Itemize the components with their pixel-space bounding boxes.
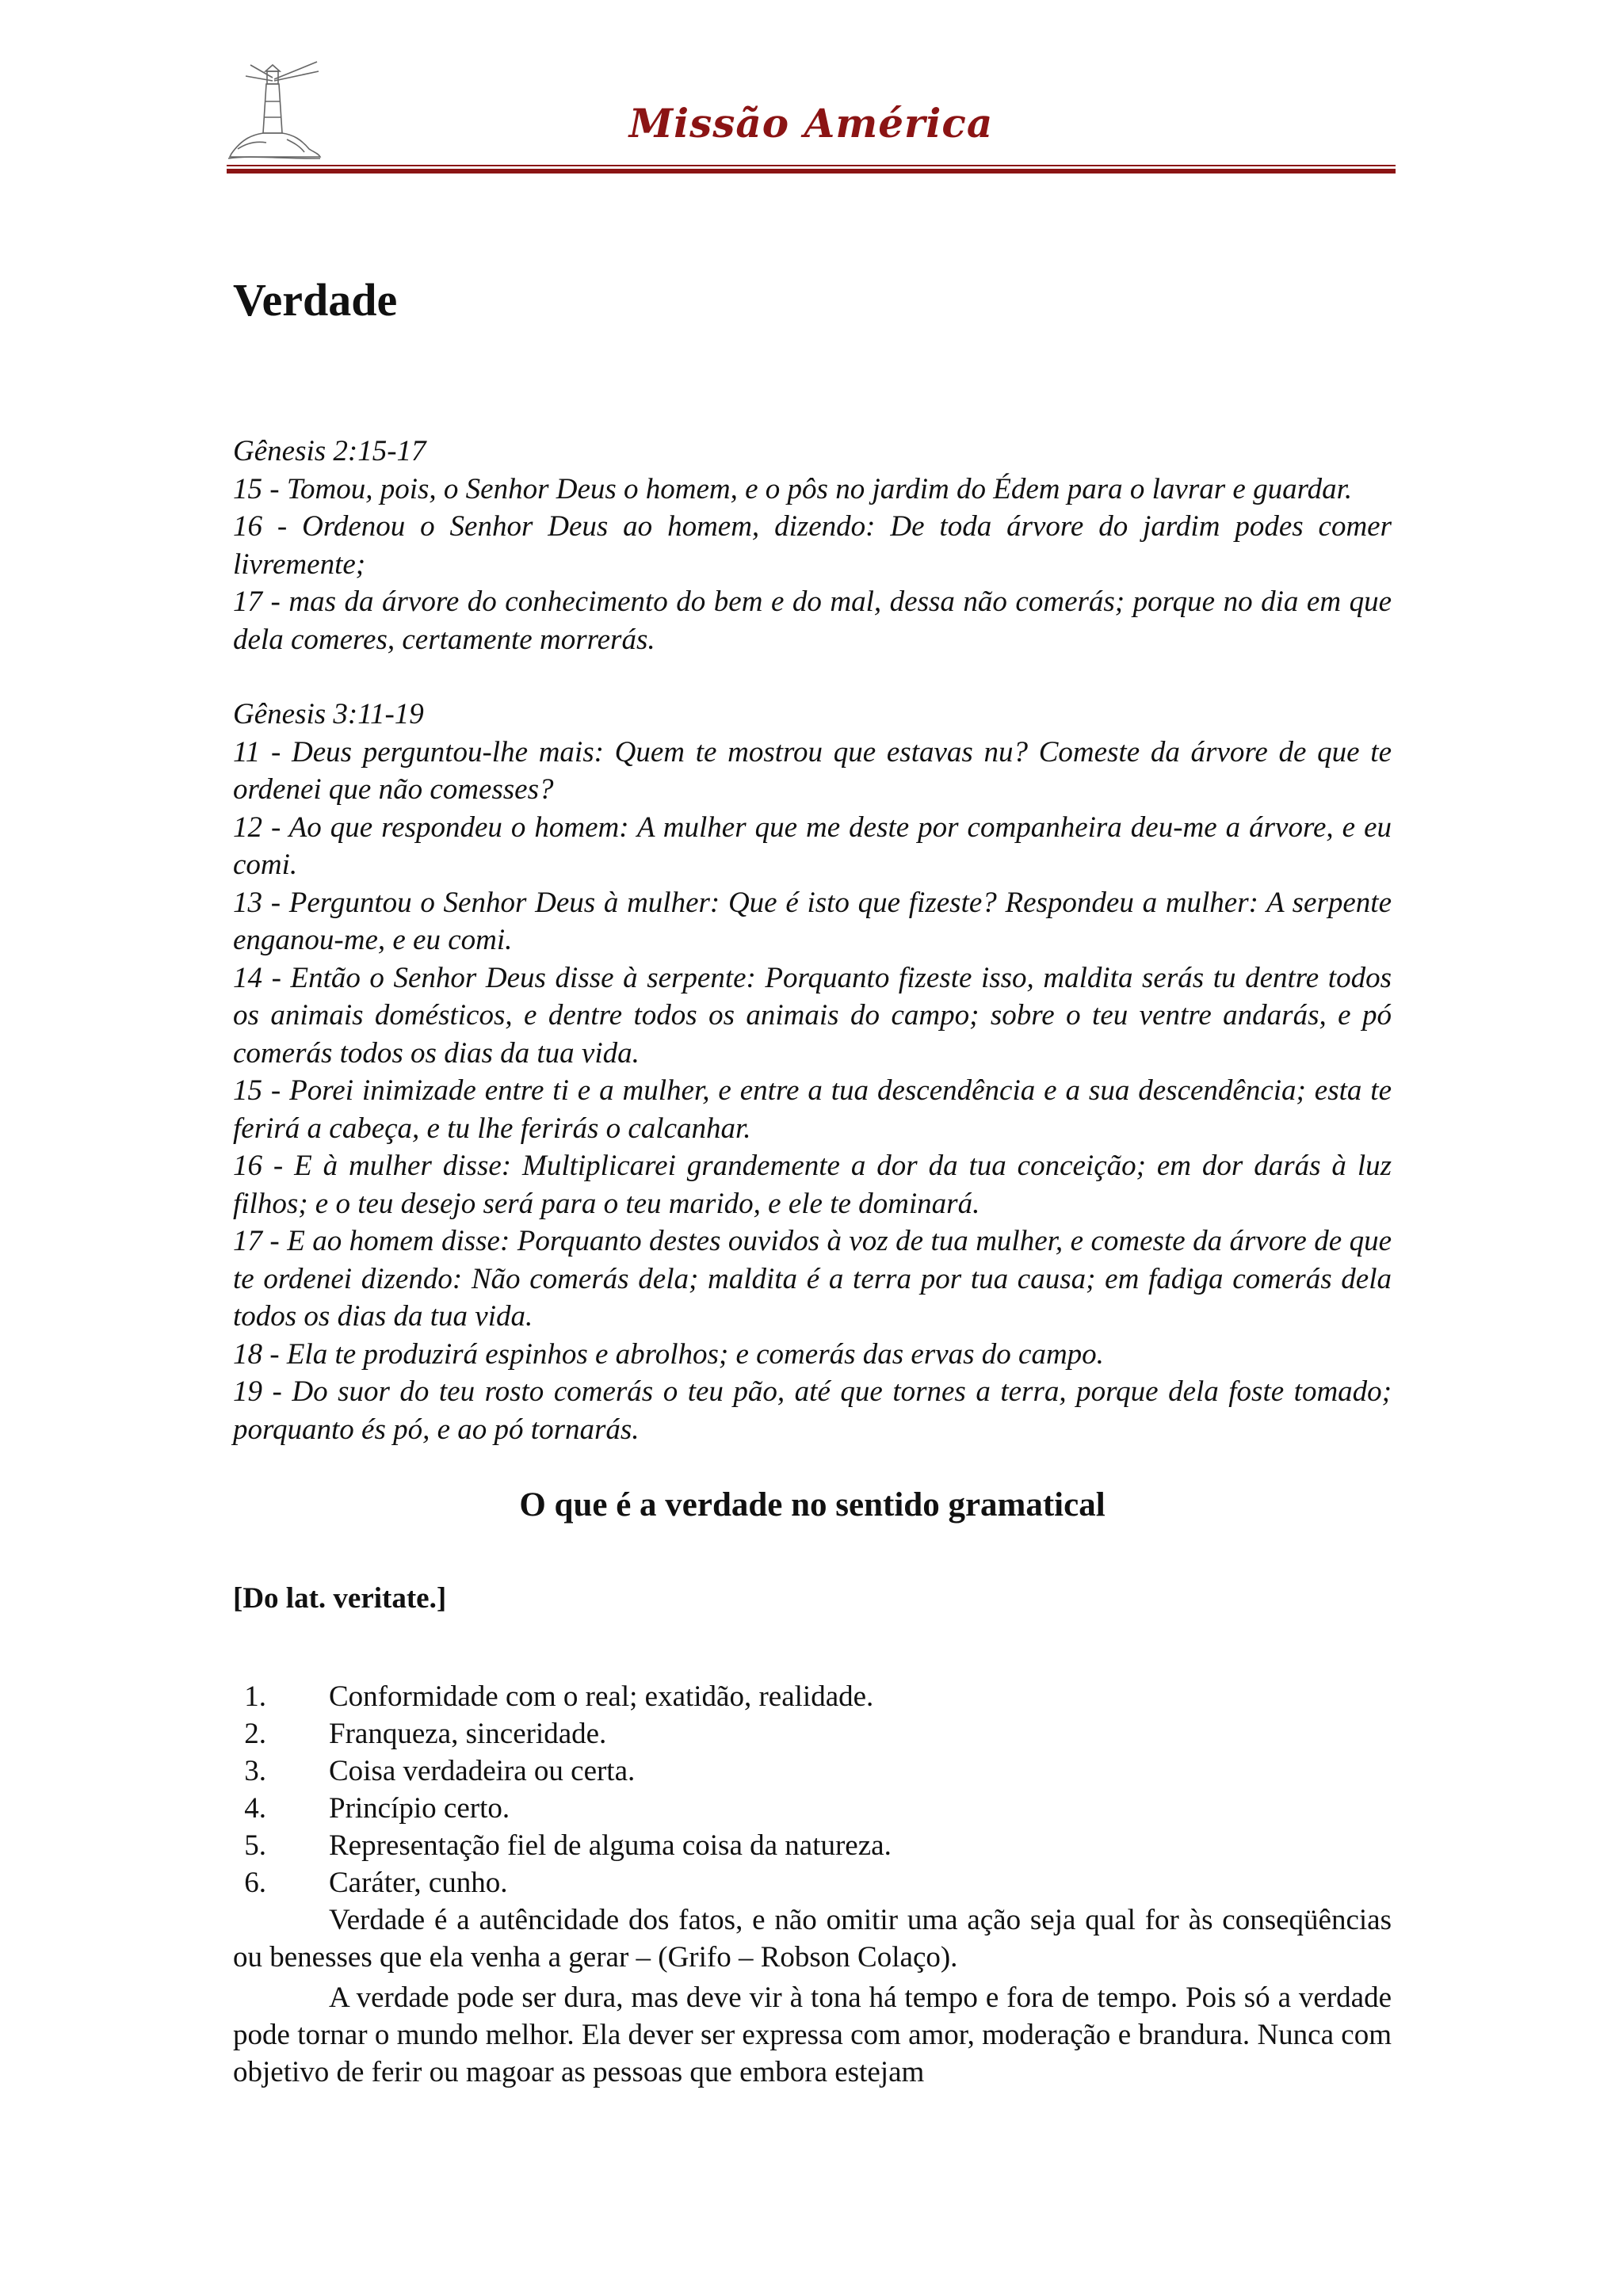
body-paragraph: A verdade pode ser dura, mas deve vir à tona há tempo e fora de tempo. Pois só a verdade pode tornar o mundo melhor. Ela dever ser expressa com amor, moderação e brandura. Nunca com objetivo de ferir ou magoar as pessoas que embora estejam (233, 1981, 1392, 2088)
list-item (233, 1678, 1392, 1715)
verse: 17 - E ao homem disse: Porquanto destes ouvidos à voz de tua mulher, e comeste da árvore de que te ordenei dizendo: Não comerás dela; maldita é a terra por tua causa; em fadiga comerás dela todos os dias da tua vida. (233, 1225, 1392, 1333)
page-header (227, 55, 1396, 176)
list-text: Conformidade com o real; exatidão, realidade. (329, 1680, 874, 1713)
scripture-passage-genesis-2 (233, 433, 1392, 658)
passage-reference: Gênesis 2:15-17 (233, 435, 426, 467)
definition-list (233, 1678, 1392, 1901)
etymology-note: [Do lat. veritate.] (233, 1582, 447, 1615)
verse: 17 - mas da árvore do conhecimento do bem e do mal, dessa não comerás; porque no dia em que dela comeres, certamente morrerás. (233, 585, 1392, 656)
header-rule-thin (227, 165, 1396, 166)
list-number: 2. (244, 1718, 266, 1750)
list-item (233, 1790, 1392, 1827)
brand-title: Missão América (628, 100, 994, 147)
verse: 12 - Ao que respondeu o homem: A mulher que me deste por companheira deu-me a árvore, e eu comi. (233, 810, 1392, 881)
list-number: 3. (244, 1755, 266, 1787)
verse: 11 - Deus perguntou-lhe mais: Quem te mostrou que estavas nu? Comeste da árvore de que te ordenei que não comesses? (233, 735, 1392, 806)
scripture-passage-genesis-3 (233, 696, 1392, 1448)
verse: 19 - Do suor do teu rosto comerás o teu pão, até que tornes a terra, porque dela foste tomado; porquanto és pó, e ao pó tornarás. (233, 1375, 1392, 1446)
verse: 18 - Ela te produzirá espinhos e abrolhos; e comerás das ervas do campo. (233, 1337, 1104, 1371)
verse: 14 - Então o Senhor Deus disse à serpente: Porquanto fizeste isso, maldita serás tu dentre todos os animais domésticos, e dentre todos os animais do campo; sobre o teu ventre andarás, e pó comerás todos os dias da tua vida. (233, 961, 1392, 1070)
section-heading: O que é a verdade no sentido gramatical (519, 1486, 1106, 1524)
verse: 16 - Ordenou o Senhor Deus ao homem, dizendo: De toda árvore do jardim podes comer livremente; (233, 510, 1392, 581)
body-paragraph: Verdade é a autêncidade dos fatos, e não omitir uma ação seja qual for às conseqüências ou benesses que ela venha a gerar – (Grifo – Robson Colaço). (233, 1904, 1392, 1974)
verse: 15 - Porei inimizade entre ti e a mulher, e entre a tua descendência e a sua descendência; esta te ferirá a cabeça, e tu lhe ferirás o calcanhar. (233, 1074, 1392, 1145)
list-number: 5. (244, 1829, 266, 1862)
list-item (233, 1753, 1392, 1790)
list-item (233, 1827, 1392, 1864)
list-number: 6. (244, 1867, 266, 1899)
list-item (233, 1715, 1392, 1753)
list-text: Caráter, cunho. (329, 1867, 508, 1899)
verse: 16 - E à mulher disse: Multiplicarei grandemente a dor da tua conceição; em dor darás à luz filhos; e o teu desejo será para o teu marido, e ele te dominará. (233, 1150, 1392, 1220)
list-text: Princípio certo. (329, 1792, 510, 1825)
list-number: 1. (244, 1680, 266, 1713)
verse: 13 - Perguntou o Senhor Deus à mulher: Que é isto que fizeste? Respondeu a mulher: A serpente enganou-me, e eu comi. (233, 886, 1392, 956)
list-item (233, 1864, 1392, 1901)
list-text: Coisa verdadeira ou certa. (329, 1755, 636, 1787)
list-text: Franqueza, sinceridade. (329, 1718, 607, 1750)
passage-reference: Gênesis 3:11-19 (233, 698, 424, 730)
list-number: 4. (244, 1792, 266, 1825)
document-body (233, 269, 1392, 2091)
verse: 15 - Tomou, pois, o Senhor Deus o homem, e o pôs no jardim do Édem para o lavrar e guardar. (233, 472, 1353, 505)
list-text: Representação fiel de alguma coisa da natureza. (329, 1829, 892, 1862)
header-rule-thick (227, 169, 1396, 174)
page-title: Verdade (233, 274, 398, 326)
